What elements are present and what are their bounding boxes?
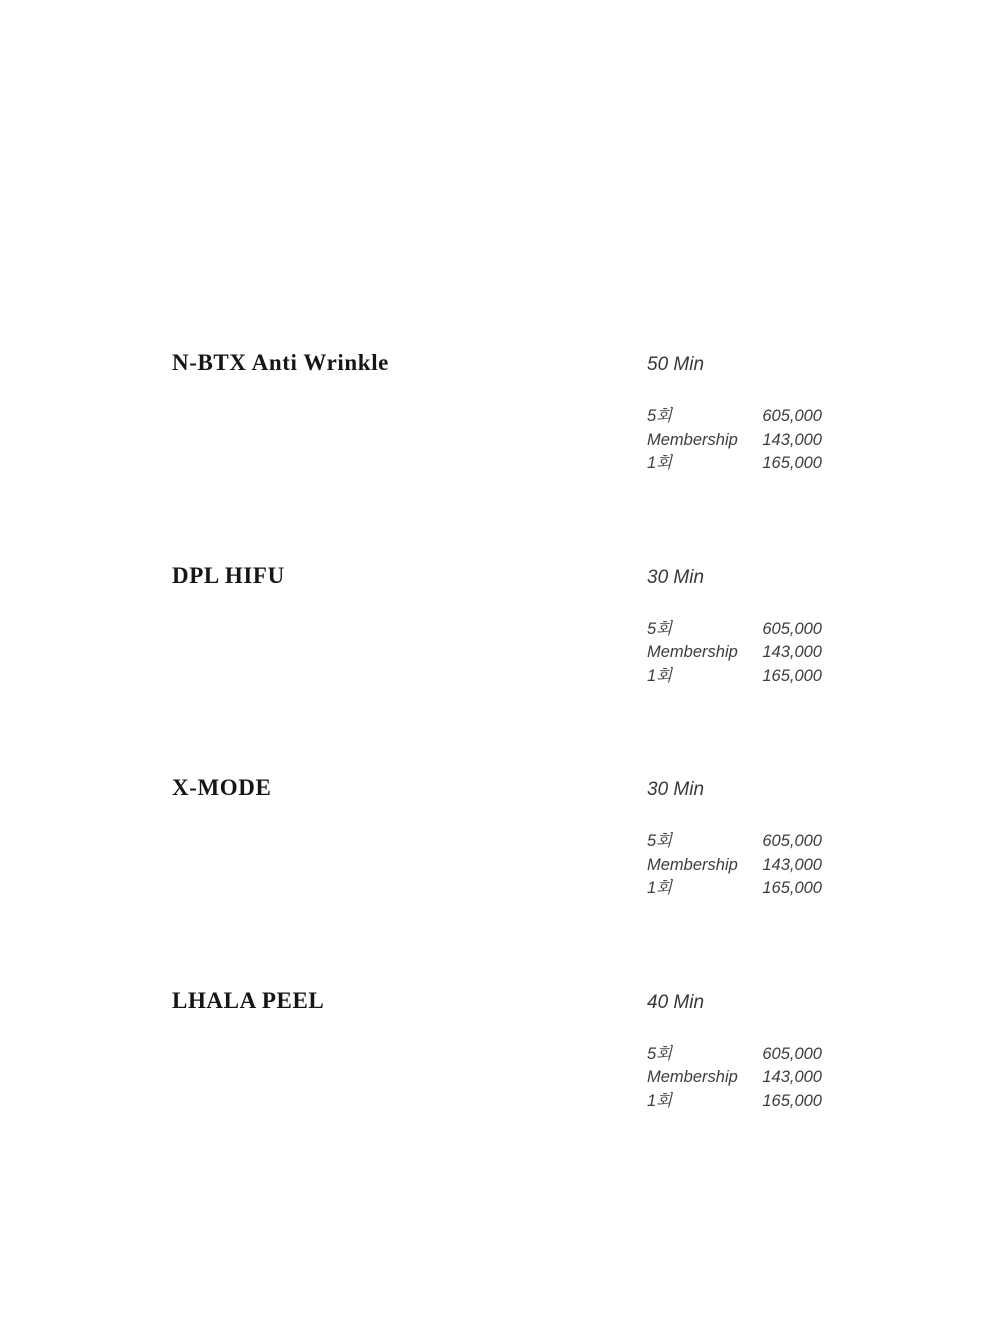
price-row-value: 605,000 xyxy=(762,619,822,638)
service-duration: 40 Min xyxy=(647,991,705,1013)
price-row xyxy=(647,877,822,901)
price-table xyxy=(647,618,822,689)
price-row-value: 143,000 xyxy=(762,643,822,661)
price-row-value: 143,000 xyxy=(762,1068,822,1086)
price-row-value: 605,000 xyxy=(762,407,822,425)
price-row-value: 165,000 xyxy=(762,454,822,472)
price-row-value: 165,000 xyxy=(762,879,822,897)
service-title: DPL HIFU xyxy=(172,562,285,588)
price-row-label: Membership xyxy=(647,855,738,874)
price-table xyxy=(647,405,822,476)
price-row-label: 5회 xyxy=(647,832,673,850)
service-duration: 30 Min xyxy=(647,566,705,588)
service-title: N-BTX Anti Wrinkle xyxy=(172,350,389,375)
price-row xyxy=(647,1090,822,1114)
price-row xyxy=(647,854,822,878)
price-row xyxy=(647,641,822,665)
price-row-value: 143,000 xyxy=(762,855,822,874)
price-row-label: Membership xyxy=(647,643,738,661)
price-list-content xyxy=(172,348,822,1113)
price-row-value: 165,000 xyxy=(762,666,822,685)
price-row xyxy=(647,1043,822,1067)
service-head xyxy=(172,348,822,380)
price-row-value: 605,000 xyxy=(762,1044,822,1063)
price-table xyxy=(647,830,822,901)
price-row-label: 5회 xyxy=(647,619,673,638)
price-row-value: 605,000 xyxy=(762,832,822,850)
price-table xyxy=(647,1043,822,1114)
service-section-xmode xyxy=(172,773,822,901)
service-head xyxy=(172,773,822,805)
price-row xyxy=(647,1066,822,1090)
service-head xyxy=(172,986,822,1018)
price-row xyxy=(647,618,822,642)
service-section-dpl-hifu xyxy=(172,561,822,689)
price-row-label: Membership xyxy=(647,1068,738,1086)
price-row-label: 1회 xyxy=(647,1091,673,1110)
price-row xyxy=(647,429,822,453)
service-duration: 30 Min xyxy=(647,779,705,800)
price-row-label: 5회 xyxy=(647,407,673,425)
price-row-label: 1회 xyxy=(647,454,673,472)
price-row xyxy=(647,830,822,854)
service-title: X-MODE xyxy=(172,775,272,800)
price-row-value: 143,000 xyxy=(762,430,822,449)
price-row-value: 165,000 xyxy=(762,1091,822,1110)
price-row xyxy=(647,405,822,429)
price-row-label: 5회 xyxy=(647,1044,673,1063)
price-row xyxy=(647,665,822,689)
service-section-nbtx xyxy=(172,348,822,476)
service-title: LHALA PEEL xyxy=(172,987,325,1013)
price-row-label: Membership xyxy=(647,430,738,449)
price-row xyxy=(647,452,822,476)
service-head xyxy=(172,561,822,593)
service-duration: 50 Min xyxy=(647,354,705,375)
price-row-label: 1회 xyxy=(647,666,673,685)
service-section-lhala-peel xyxy=(172,986,822,1114)
price-row-label: 1회 xyxy=(647,879,673,897)
